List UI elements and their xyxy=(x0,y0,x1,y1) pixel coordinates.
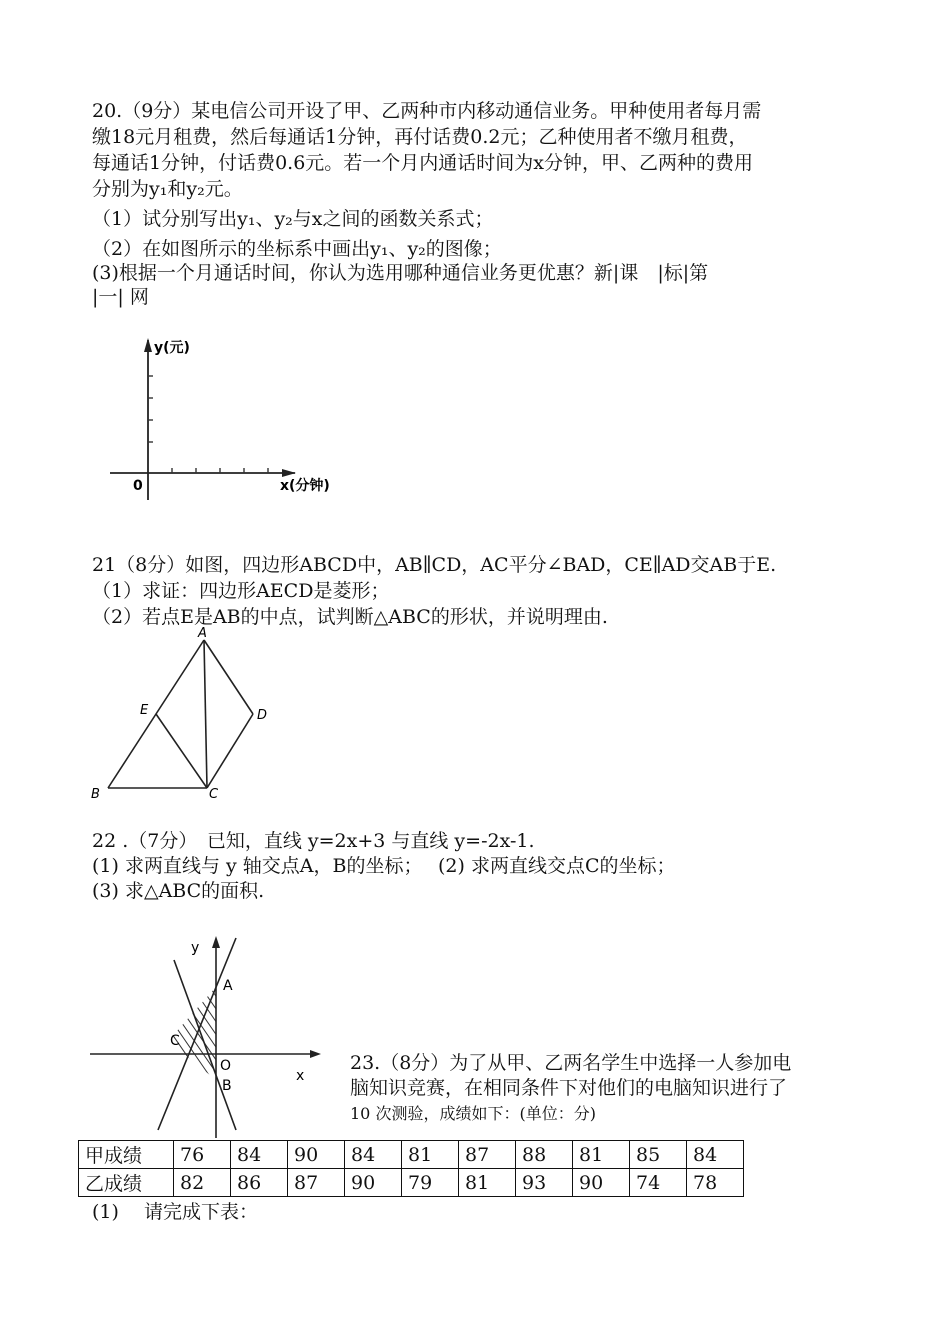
table-cell: 74 xyxy=(630,1169,687,1197)
q20-coordinate-figure xyxy=(100,330,360,510)
table-cell: 81 xyxy=(402,1141,459,1169)
q22-y-label: y xyxy=(191,940,200,956)
q22-y-axis-arrow xyxy=(212,936,220,948)
q22-label-A: A xyxy=(223,978,233,994)
q20-x-axis-arrow xyxy=(282,469,296,477)
q22-x-axis-arrow xyxy=(310,1050,321,1058)
table-cell: 78 xyxy=(687,1169,744,1197)
q21-line-1: 21（8分）如图，四边形ABCD中，AB∥CD，AC平分∠BAD，CE∥AD交AB于E. xyxy=(92,554,777,576)
q22-label-O: O xyxy=(220,1058,232,1074)
table-cell: 90 xyxy=(573,1169,630,1197)
q21-part-1: （1）求证：四边形AECD是菱形； xyxy=(92,580,390,602)
q23-score-table xyxy=(78,1140,744,1197)
table-cell: 81 xyxy=(573,1141,630,1169)
q21-segment-DC xyxy=(207,714,253,788)
q23-part-1: (1) 请完成下表： xyxy=(92,1201,258,1223)
q22-label-B: B xyxy=(222,1078,232,1094)
table-row-label: 甲成绩 xyxy=(79,1141,174,1169)
table-cell: 76 xyxy=(174,1141,231,1169)
q21-label-E: E xyxy=(140,703,149,718)
table-cell: 87 xyxy=(288,1169,345,1197)
q20-line-4: 分别为y₁和y₂元。 xyxy=(92,178,243,200)
table-cell: 87 xyxy=(459,1141,516,1169)
q22-line-2: (1) 求两直线与 y 轴交点A，B的坐标； (2) 求两直线交点C的坐标； xyxy=(92,855,676,877)
q20-line-2: 缴18元月租费，然后每通话1分钟，再付话费0.2元；乙种使用者不缴月租费， xyxy=(92,126,748,148)
table-cell: 88 xyxy=(516,1141,573,1169)
q20-y-label: y(元) xyxy=(154,340,190,356)
q22-x-label: x xyxy=(296,1068,305,1084)
table-cell: 81 xyxy=(459,1169,516,1197)
q21-label-A: A xyxy=(198,626,207,641)
q20-part-3b: |一| 网 xyxy=(92,286,149,308)
table-cell: 90 xyxy=(288,1141,345,1169)
q22-line-1: 22 .（7分） 已知，直线 y=2x+3 与直线 y=-2x-1. xyxy=(92,830,535,852)
q20-x-label: x(分钟) xyxy=(280,478,330,494)
table-cell: 84 xyxy=(231,1141,288,1169)
table-row xyxy=(79,1141,744,1169)
table-cell: 79 xyxy=(402,1169,459,1197)
table-cell: 90 xyxy=(345,1169,402,1197)
q21-label-D: D xyxy=(257,708,268,723)
q21-part-2: （2）若点E是AB的中点，试判断△ABC的形状，并说明理由. xyxy=(92,606,608,628)
q23-line-3: 10 次测验，成绩如下：(单位：分) xyxy=(350,1104,596,1123)
q21-rhombus-figure xyxy=(85,620,285,805)
table-cell: 82 xyxy=(174,1169,231,1197)
q20-line-3: 每通话1分钟，付话费0.6元。若一个月内通话时间为x分钟，甲、乙两种的费用 xyxy=(92,152,754,174)
table-row-label: 乙成绩 xyxy=(79,1169,174,1197)
q20-y-axis-arrow xyxy=(144,338,152,352)
q22-line-3: (3) 求△ABC的面积. xyxy=(92,880,265,902)
q23-line-2: 脑知识竞赛，在相同条件下对他们的电脑知识进行了 xyxy=(350,1077,788,1099)
table-cell: 93 xyxy=(516,1169,573,1197)
table-cell: 85 xyxy=(630,1141,687,1169)
q22-label-C: C xyxy=(170,1033,180,1049)
q21-segment-AC xyxy=(204,640,207,788)
q21-segment-AD xyxy=(204,640,253,714)
table-cell: 86 xyxy=(231,1169,288,1197)
table-row xyxy=(79,1169,744,1197)
q22-lines-figure xyxy=(88,930,338,1140)
q21-segment-EC xyxy=(156,714,207,788)
q20-origin-label: 0 xyxy=(133,478,143,494)
q20-part-3a: (3)根据一个月通话时间，你认为选用哪种通信业务更优惠？新|课 |标|第 xyxy=(92,262,709,284)
q20-part-1: （1）试分别写出y₁、y₂与x之间的函数关系式； xyxy=(92,208,494,230)
q21-label-C: C xyxy=(209,787,219,802)
table-cell: 84 xyxy=(687,1141,744,1169)
q20-line-1: 20.（9分）某电信公司开设了甲、乙两种市内移动通信业务。甲种使用者每月需 xyxy=(92,100,762,122)
table-cell: 84 xyxy=(345,1141,402,1169)
q23-line-1: 23.（8分）为了从甲、乙两名学生中选择一人参加电 xyxy=(350,1052,792,1074)
q21-label-B: B xyxy=(91,787,100,802)
q20-part-2: （2）在如图所示的坐标系中画出y₁、y₂的图像； xyxy=(92,238,502,260)
